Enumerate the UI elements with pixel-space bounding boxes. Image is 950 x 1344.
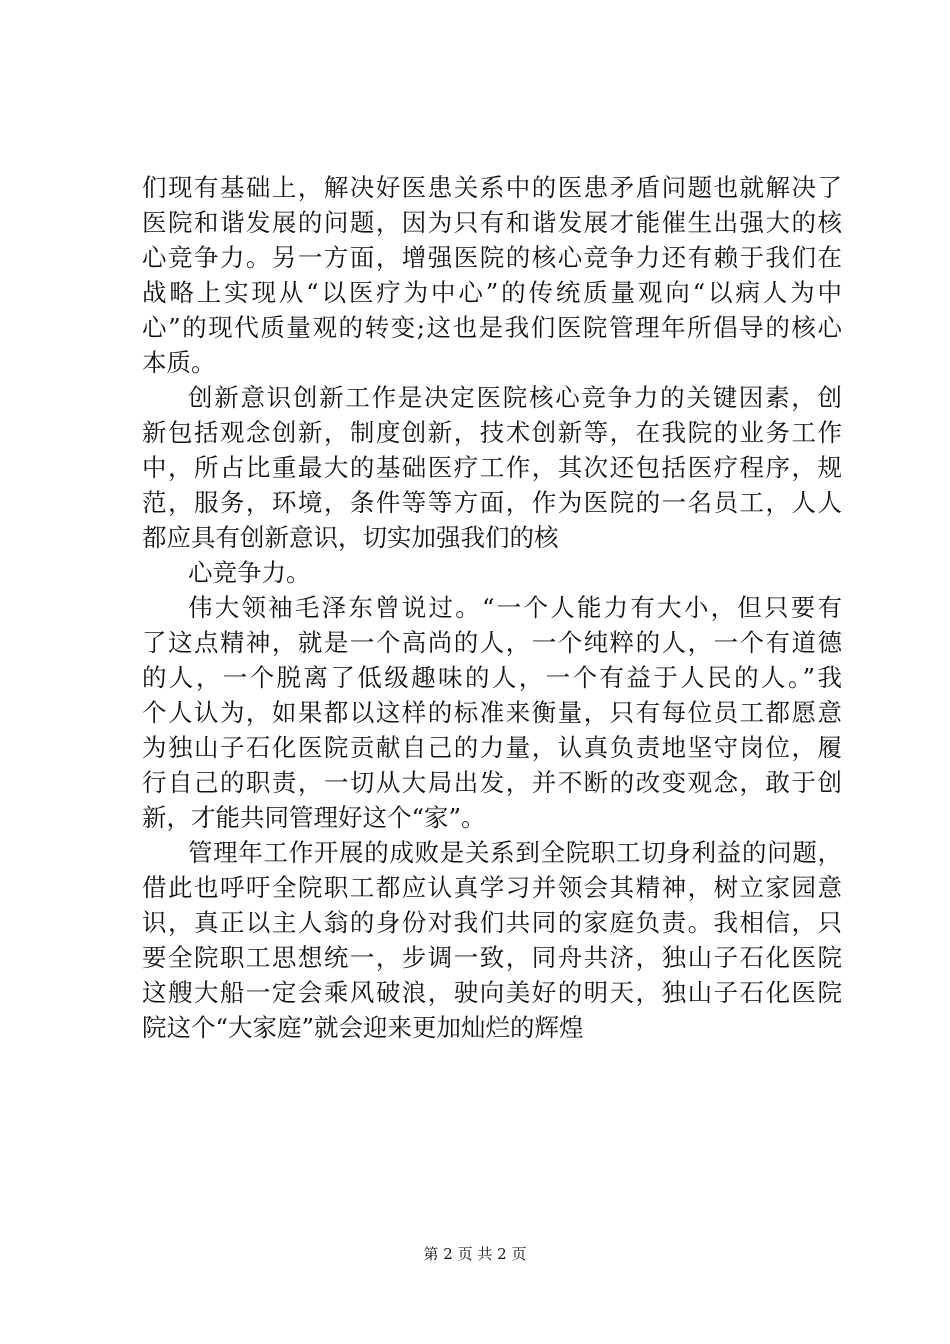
text-line: 中，所占比重最大的基础医疗工作，其次还包括医疗程序，规 (142, 453, 842, 482)
text-line: 借此也呼吁全院职工都应认真学习并领会其精神，树立家园意 (142, 873, 842, 902)
text-line: 新，才能共同管理好这个“家”。 (142, 803, 486, 832)
text-line: 管理年工作开展的成败是关系到全院职工切身利益的问题， (188, 838, 842, 867)
text-line: 要全院职工思想统一，步调一致，同舟共济，独山子石化医院 (142, 943, 842, 972)
text-line: 新包括观念创新，制度创新，技术创新等，在我院的业务工作 (142, 418, 842, 447)
text-line: 这艘大船一定会乘风破浪，驶向美好的明天，独山子石化医院 (142, 978, 842, 1007)
text-line: 为独山子石化医院贡献自己的力量，认真负责地坚守岗位，履 (142, 733, 842, 762)
text-line: 院这个“大家庭”就会迎来更加灿烂的辉煌 (142, 1013, 584, 1042)
text-line: 伟大领袖毛泽东曾说过。“一个人能力有大小，但只要有 (188, 593, 842, 622)
text-line: 范，服务，环境，条件等等方面，作为医院的一名员工，人人 (142, 488, 842, 517)
text-line: 本质。 (142, 348, 216, 377)
text-line: 了这点精神，就是一个高尚的人，一个纯粹的人，一个有道德 (142, 628, 842, 657)
text-line: 心竞争力。另一方面，增强医院的核心竞争力还有赖于我们在 (142, 243, 842, 272)
text-line: 都应具有创新意识，切实加强我们的核 (142, 523, 559, 552)
document-body (142, 170, 842, 1045)
text-line: 的人，一个脱离了低级趣味的人，一个有益于人民的人。”我 (142, 663, 842, 692)
page-number-footer: 第 2 页 共 2 页 (423, 1245, 527, 1263)
text-line: 医院和谐发展的问题，因为只有和谐发展才能催生出强大的核 (142, 208, 842, 237)
text-line: 识，真正以主人翁的身份对我们共同的家庭负责。我相信，只 (142, 908, 842, 937)
text-line: 创新意识创新工作是决定医院核心竞争力的关键因素，创 (188, 383, 842, 412)
text-line: 个人认为，如果都以这样的标准来衡量，只有每位员工都愿意 (142, 698, 842, 727)
text-line: 心”的现代质量观的转变;这也是我们医院管理年所倡导的核心 (142, 313, 842, 342)
text-line: 战略上实现从“以医疗为中心”的传统质量观向“以病人为中 (142, 278, 842, 307)
text-line: 行自己的职责，一切从大局出发，并不断的改变观念，敢于创 (142, 768, 842, 797)
text-line: 们现有基础上，解决好医患关系中的医患矛盾问题也就解决了 (142, 173, 842, 202)
text-line: 心竞争力。 (188, 558, 311, 587)
